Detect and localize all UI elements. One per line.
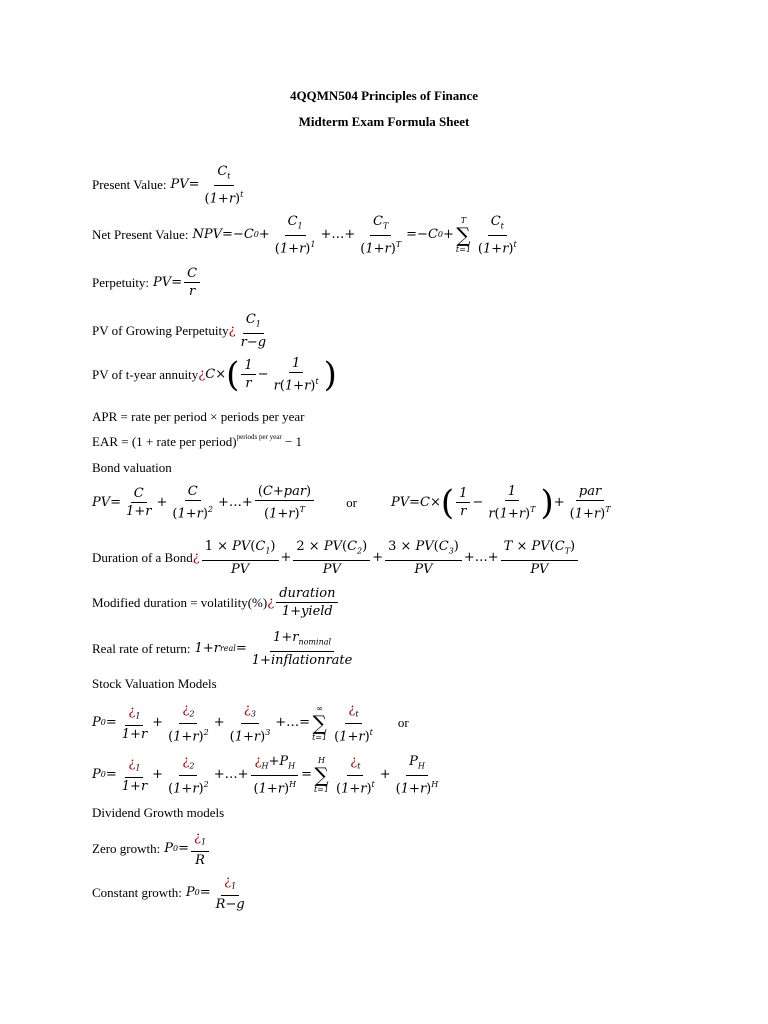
formula-stock-valuation-1	[92, 702, 409, 744]
ear-exponent: periods per year	[236, 433, 282, 441]
or-text-2: or	[397, 714, 409, 730]
perpetuity-equation: PV = $\frac{C}{r}$	[153, 266, 202, 299]
stock-valuation-heading	[92, 676, 217, 692]
present-value-equation: PV = $\frac{C_t}{(1+r)^t}$	[170, 164, 244, 206]
growing-perpetuity-equation: ¿ $\frac{C_1}{r-g}$	[228, 312, 267, 350]
ear-prefix: EAR = (1 + rate per period)	[92, 434, 237, 449]
constant-growth-label: Constant growth:	[92, 884, 182, 900]
dividend-growth-label: Dividend Growth models	[92, 805, 225, 820]
ear-formula	[92, 434, 302, 450]
ear-suffix: − 1	[281, 434, 303, 449]
sheet-title: Midterm Exam Formula Sheet	[298, 114, 470, 129]
apr-text: APR = rate per period × periods per year	[92, 409, 305, 424]
bond-valuation-label: Bond valuation	[92, 460, 172, 475]
bond-valuation-equation-2: PV = C × ( $\frac{1}{r}$ − $\frac{1}{r(1+r)^T}$ ) + $\frac{\text{par}}{(1+r)^T}$	[390, 482, 611, 523]
formula-stock-valuation-2	[92, 754, 443, 796]
npv-equation: NPV =− C 0 + $\frac{C_1}{(1+r)^1}$ +…+ $\frac{C_T}{(1+r)^T}$ =− C 0 + T ∑ t=1 $\frac{C_t}{(1+r)^t}$	[192, 214, 517, 256]
annuity-label: PV of t-year annuity	[92, 366, 199, 382]
course-title: 4QQMN504 Principles of Finance	[289, 88, 479, 103]
real-rate-equation: 1 + r real = $\frac{1+r_{nominal}}{\text{1+inflationrate}}$	[194, 630, 353, 668]
perpetuity-label: Perpetuity:	[92, 274, 150, 290]
formula-zero-growth	[92, 830, 211, 868]
duration-label: Duration of a Bond	[92, 549, 193, 565]
real-rate-label: Real rate of return:	[92, 640, 191, 656]
growing-perpetuity-label: PV of Growing Perpetuity	[92, 322, 229, 338]
formula-annuity	[92, 356, 337, 393]
bond-valuation-heading	[92, 460, 172, 476]
formula-present-value	[92, 164, 248, 206]
stock-valuation-label: Stock Valuation Models	[92, 676, 217, 691]
bond-valuation-equation-1: PV = $\frac{C}{1+r}$ + $\frac{C}{(1+r)^2}$ +…+ $\frac{\text{(C+par)}}{(1+r)^T}$	[92, 484, 316, 521]
modified-duration-label: Modified duration = volatility(%)	[92, 594, 268, 610]
apr-formula	[92, 409, 304, 425]
duration-equation: ¿ $\frac{1 \times PV(C_1)}{PV}$ + $\frac{2 \times PV(C_2)}{PV}$ + $\frac{3 \times PV(C_3)}{PV}$ +…+ $\frac{T \times PV(C_T)}{PV}$	[193, 539, 580, 577]
constant-growth-equation: P 0 = $\frac{¿_1}{R-g}$	[185, 874, 245, 912]
formula-bond-valuation	[92, 484, 616, 521]
stock-valuation-equation-1: P 0 = $\frac{¿_1}{1+r}$ + $\frac{¿_2}{(1+r)^2}$ + $\frac{¿_3}{(1+r)^3}$ +…= ∞ ∑ t=1 $\frac{¿_t}{(1+r)^t}$	[92, 702, 373, 744]
present-value-label: Present Value:	[92, 176, 167, 192]
formula-growing-perpetuity	[92, 312, 271, 350]
stock-valuation-equation-2: P 0 = $\frac{¿_1}{1+r}$ + $\frac{¿_2}{(1+r)^2}$ +…+ $\frac{¿_H+P_H}{(1+r)^H}$ = H ∑ t=1 $\frac{¿_t}{(1+r)^t}$ + $\frac{P_H}{(1+r)^H}$	[92, 754, 439, 796]
or-text: or	[346, 494, 357, 510]
formula-constant-growth	[92, 874, 250, 912]
annuity-equation: ¿ C × ( $\frac{1}{r}$ − $\frac{1}{r(1+r)^t}$ )	[198, 354, 337, 395]
formula-modified-duration	[92, 586, 340, 619]
modified-duration-equation: ¿ $\frac{\text{duration}}{\text{1+yield}}$	[267, 586, 340, 619]
formula-real-rate	[92, 630, 357, 668]
formula-net-present-value	[92, 214, 522, 256]
formula-perpetuity	[92, 266, 202, 299]
formula-duration	[92, 539, 580, 577]
zero-growth-label: Zero growth:	[92, 840, 161, 856]
npv-label: Net Present Value:	[92, 226, 189, 242]
dividend-growth-heading	[92, 805, 224, 821]
zero-growth-equation: P 0 = $\frac{¿_1}{R}$	[164, 830, 211, 868]
